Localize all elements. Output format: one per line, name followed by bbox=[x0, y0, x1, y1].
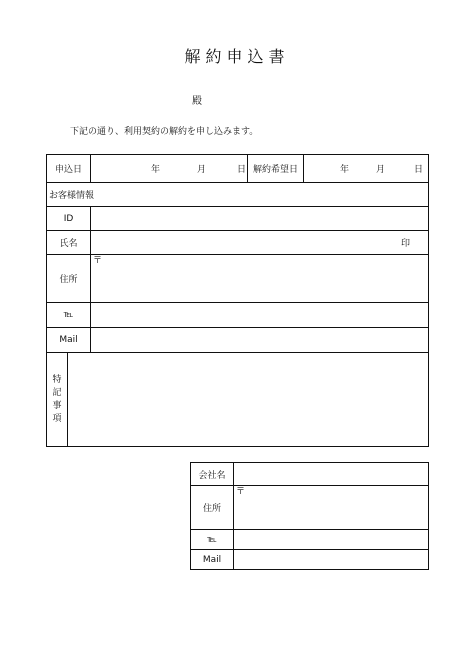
name-row bbox=[47, 231, 429, 255]
desired-date-label: 解約希望日 bbox=[248, 155, 304, 183]
day-mark: 日 bbox=[237, 165, 247, 175]
year-mark: 年 bbox=[340, 165, 350, 175]
company-info-table bbox=[190, 462, 429, 570]
company-address-field[interactable] bbox=[234, 486, 429, 530]
postal-mark: 〒 bbox=[236, 487, 246, 497]
month-mark: 月 bbox=[197, 165, 207, 175]
remarks-row bbox=[47, 353, 429, 447]
address-row bbox=[47, 255, 429, 303]
application-date-label: 申込日 bbox=[47, 155, 91, 183]
application-form-table bbox=[46, 154, 429, 447]
postal-mark: 〒 bbox=[93, 256, 103, 266]
seal-mark: 印 bbox=[401, 239, 411, 249]
company-name-field[interactable] bbox=[234, 463, 429, 486]
company-mail-label: Mail bbox=[191, 550, 234, 570]
company-name-row bbox=[191, 463, 429, 486]
mail-label: Mail bbox=[47, 328, 91, 353]
day-mark: 日 bbox=[414, 165, 424, 175]
customer-info-label: お客様情報 bbox=[47, 183, 429, 207]
company-name-label: 会社名 bbox=[191, 463, 234, 486]
name-label: 氏名 bbox=[47, 231, 91, 255]
addressee-suffix: 殿 bbox=[192, 96, 202, 107]
company-mail-field[interactable] bbox=[234, 550, 429, 570]
address-field[interactable] bbox=[91, 255, 429, 303]
company-mail-row bbox=[191, 550, 429, 570]
tel-row bbox=[47, 303, 429, 328]
company-tel-field[interactable] bbox=[234, 530, 429, 550]
company-address-row bbox=[191, 486, 429, 530]
id-row bbox=[47, 207, 429, 231]
remarks-label: 特 記 事 項 bbox=[47, 353, 68, 447]
intro-text: 下記の通り、利用契約の解約を申し込みます。 bbox=[70, 127, 259, 137]
id-label: ID bbox=[47, 207, 91, 231]
tel-label: ℡ bbox=[47, 303, 91, 328]
customer-info-row bbox=[47, 183, 429, 207]
year-mark: 年 bbox=[151, 165, 161, 175]
mail-field[interactable] bbox=[91, 328, 429, 353]
company-address-label: 住所 bbox=[191, 486, 234, 530]
company-tel-label: ℡ bbox=[191, 530, 234, 550]
desired-date-field[interactable] bbox=[304, 155, 429, 183]
name-field[interactable] bbox=[91, 231, 429, 255]
mail-row bbox=[47, 328, 429, 353]
document-title: 解約申込書 bbox=[184, 47, 290, 66]
month-mark: 月 bbox=[376, 165, 386, 175]
remarks-field[interactable] bbox=[68, 353, 429, 447]
date-row bbox=[47, 155, 429, 183]
id-field[interactable] bbox=[91, 207, 429, 231]
tel-field[interactable] bbox=[91, 303, 429, 328]
address-label: 住所 bbox=[47, 255, 91, 303]
company-tel-row bbox=[191, 530, 429, 550]
application-date-field[interactable] bbox=[91, 155, 248, 183]
